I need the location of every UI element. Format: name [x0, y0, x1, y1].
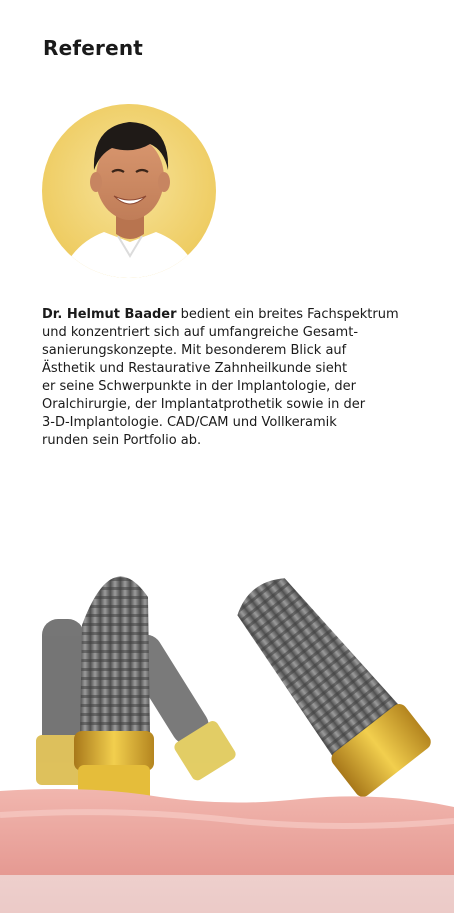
- speaker-portrait: [42, 104, 216, 278]
- speaker-name: Dr. Helmut Baader: [42, 307, 177, 322]
- section-heading: Referent: [43, 36, 144, 60]
- speaker-bio: [42, 306, 432, 450]
- speaker-bio-text: bedient ein breites Fachspektrum und konzentriert sich auf umfangreiche Gesamt- sanierungskonzepte. Mit besonderem Blick auf Ästhetik und Restaurative Zahnheilkunde sieht er seine Schwerpunkte in der Implantologie, der Oralchirurgie, der Implantatprothetik sowie in der 3-D-Implantologie. CAD/CAM und Vollkeramik runden sein Portfolio ab.: [42, 307, 399, 448]
- dental-implants-photo: [0, 545, 454, 913]
